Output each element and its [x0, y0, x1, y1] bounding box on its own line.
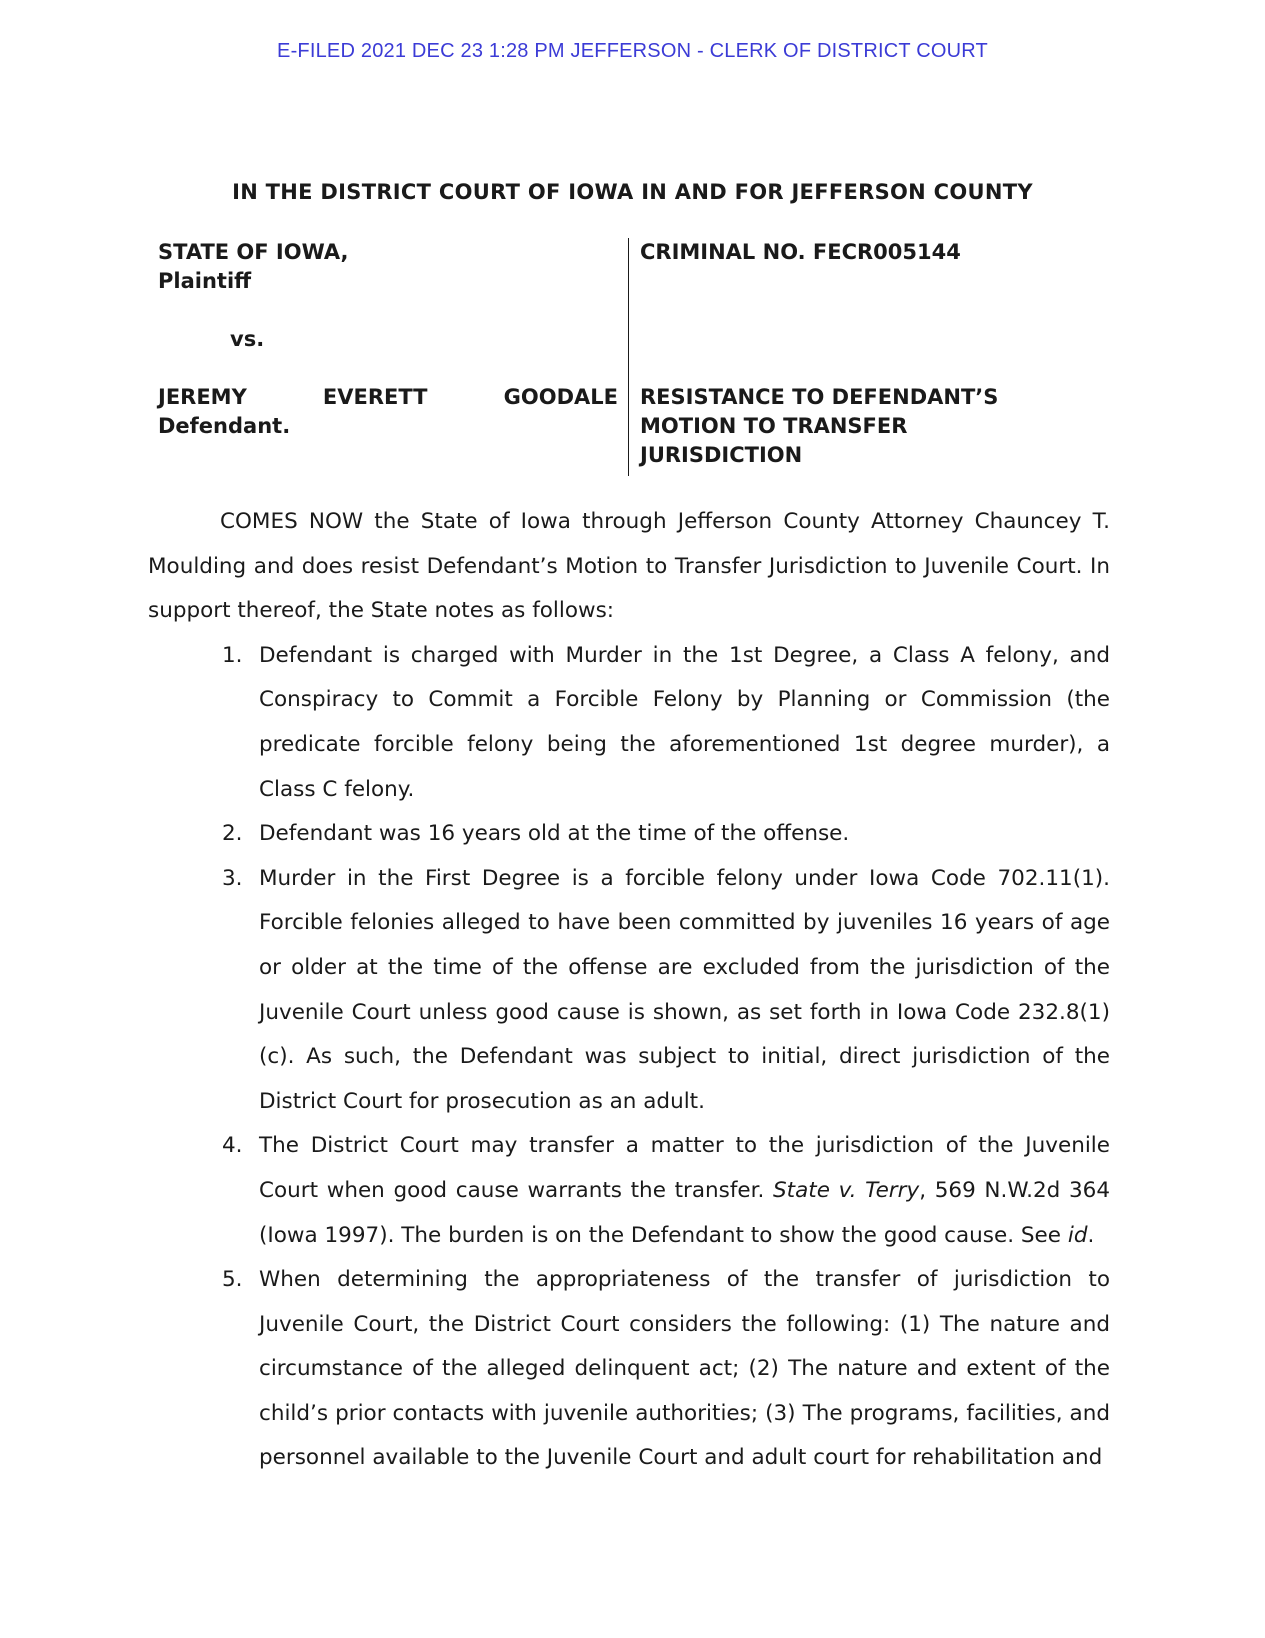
- case-citation-name: State v. Terry: [773, 1177, 920, 1203]
- list-item-number: 5.: [222, 1267, 243, 1293]
- list-item: [148, 857, 1110, 1125]
- list-item: [148, 634, 1110, 812]
- defendant-last-name: GOODALE: [503, 385, 618, 409]
- list-item-number: 3.: [222, 865, 243, 891]
- plaintiff-name: STATE OF IOWA,: [158, 240, 349, 264]
- caption-divider: [628, 238, 629, 476]
- defendant-name: [158, 383, 618, 412]
- document-body: [148, 500, 1110, 1481]
- case-number: CRIMINAL NO. FECR005144: [640, 240, 961, 264]
- list-item-text: Defendant was 16 years old at the time of the offense.: [259, 821, 850, 847]
- list-item-text: The District Court may transfer a matter to the jurisdiction of the Juvenile Court when good cause warrants the transfer.: [259, 1133, 1110, 1203]
- defendant-first-name: JEREMY: [158, 385, 247, 409]
- list-item-number: 4.: [222, 1133, 243, 1159]
- id-citation: id: [1067, 1222, 1088, 1248]
- court-title: IN THE DISTRICT COURT OF IOWA IN AND FOR JEFFERSON COUNTY: [232, 180, 1033, 204]
- list-item-text: , 569 N.W.2d 364 (Iowa 1997). The burden is on the Defendant to show the good cause. See: [259, 1177, 1110, 1248]
- list-item-text: Defendant is charged with Murder in the 1st Degree, a Class A felony, and Conspiracy to Commit a Forcible Felony by Planning or Commission (the predicate forcible felony being the aforementioned 1st degree murder), a Class C felony.: [259, 642, 1110, 802]
- list-item-text: Murder in the First Degree is a forcible felony under Iowa Code 702.11(1). Forcible felonies alleged to have been committed by juveniles 16 years of age or older at the time of the offense are excluded from the jurisdiction of the Juvenile Court unless good cause is shown, as set forth in Iowa Code 232.8(1)(c). As such, the Defendant was subject to initial, direct jurisdiction of the District Court for prosecution as an adult.: [259, 865, 1110, 1114]
- list-item-number: 2.: [222, 821, 243, 847]
- list-item-text: When determining the appropriateness of the transfer of jurisdiction to Juvenile Court, the District Court considers the following: (1) The nature and circumstance of the alleged delinquent act; (2) The nature and extent of the child’s prior contacts with juvenile authorities; (3) The programs, facilities, and personnel available to the Juvenile Court and adult court for rehabilitation and: [259, 1267, 1110, 1471]
- efiled-stamp: E-FILED 2021 DEC 23 1:28 PM JEFFERSON - CLERK OF DISTRICT COURT: [277, 40, 988, 62]
- list-item: [148, 1258, 1110, 1481]
- defendant-middle-name: EVERETT: [322, 385, 428, 409]
- caption-case-info: [640, 238, 1110, 470]
- list-item-text: .: [1087, 1222, 1095, 1248]
- plaintiff-role: Plaintiff: [158, 269, 252, 293]
- versus-label: vs.: [230, 327, 265, 351]
- list-item: [148, 812, 1110, 857]
- list-item: [148, 1124, 1110, 1258]
- case-caption: [158, 238, 1108, 478]
- document-title-line3: JURISDICTION: [640, 443, 803, 467]
- numbered-list: [148, 634, 1110, 1481]
- defendant-role: Defendant.: [158, 414, 291, 438]
- list-item-number: 1.: [222, 642, 243, 668]
- caption-parties: [158, 238, 618, 441]
- document-title-line1: RESISTANCE TO DEFENDANT’S: [640, 385, 999, 409]
- document-title-line2: MOTION TO TRANSFER: [640, 414, 908, 438]
- intro-paragraph: COMES NOW the State of Iowa through Jefferson County Attorney Chauncey T. Moulding and does resist Defendant’s Motion to Transfer Jurisdiction to Juvenile Court. In support thereof, the State notes as follows:: [148, 509, 1110, 624]
